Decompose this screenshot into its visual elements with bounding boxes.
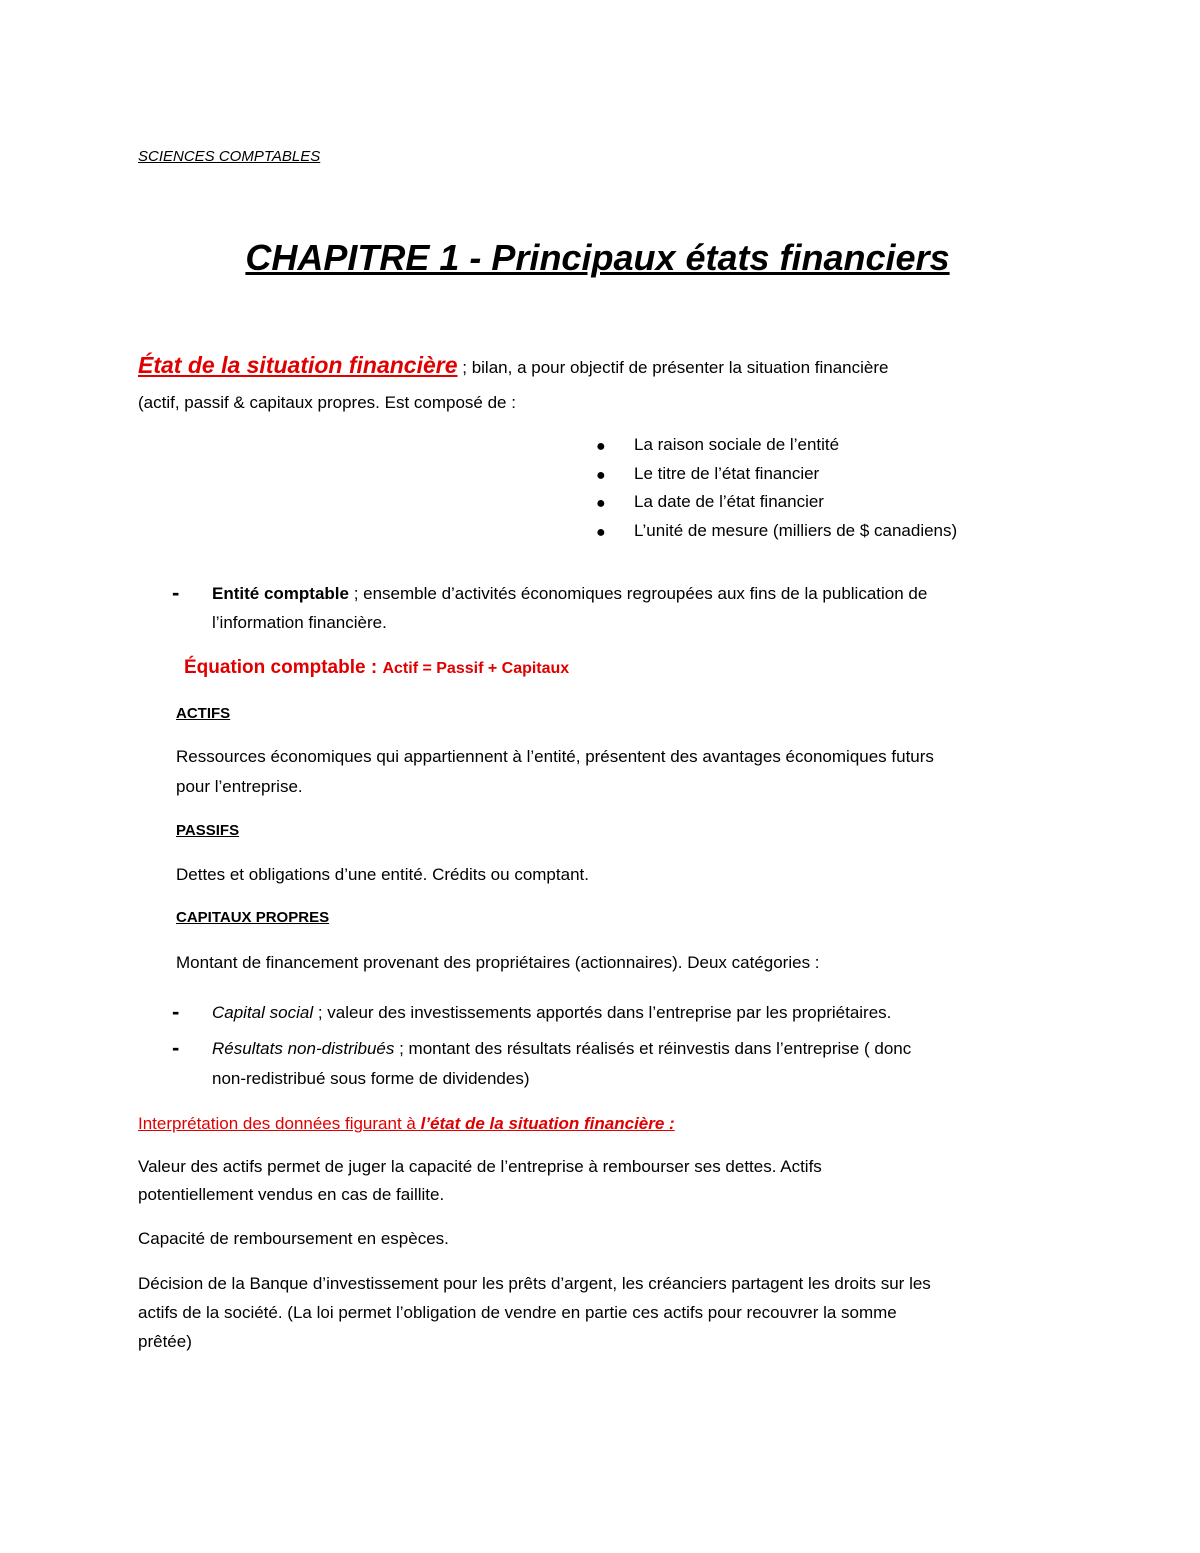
equation-label: Équation comptable [184, 657, 366, 678]
resultats-term: Résultats non-distribués [212, 1039, 395, 1058]
interpretation-p3-line1: Décision de la Banque d’investissement pour les prêts d’argent, les créanciers partagent les droits sur les [138, 1274, 931, 1293]
equation-value: Actif = Passif + Capitaux [382, 660, 570, 677]
list-item: ● Le titre de l’état financier [596, 463, 957, 492]
etat-intro-line1 [138, 354, 888, 379]
bullet-icon: ● [596, 523, 606, 541]
etat-components-list [596, 434, 957, 548]
dash-marker: - [172, 999, 180, 1024]
section-heading-etat: État de la situation financière [138, 352, 458, 378]
capitaux-line1: Montant de financement provenant des propriétaires (actionnaires). Deux catégories : [176, 953, 820, 972]
resultats-line2: non-redistribué sous forme de dividendes) [212, 1069, 530, 1088]
entite-term: Entité comptable [212, 584, 349, 603]
interpretation-heading: Interprétation des données figurant à l’état de la situation financière : [138, 1114, 675, 1133]
capital-social-term: Capital social [212, 1003, 314, 1022]
etat-intro-text: ; bilan, a pour objectif de présenter la situation financière [457, 358, 889, 377]
interpretation-p2-line1: Capacité de remboursement en espèces. [138, 1229, 449, 1248]
interpretation-p1-line2: potentiellement vendus en cas de faillite. [138, 1185, 445, 1204]
heading-actifs: ACTIFS [176, 705, 231, 722]
list-item: ● La date de l’état financier [596, 491, 957, 520]
resultats-line1: Résultats non-distribués ; montant des résultats réalisés et réinvestis dans l’entreprise ( donc [212, 1039, 912, 1058]
etat-intro-line2: (actif, passif & capitaux propres. Est composé de : [138, 393, 516, 412]
list-item: ● L’unité de mesure (milliers de $ canadiens) [596, 520, 957, 549]
heading-passifs: PASSIFS [176, 822, 240, 839]
bullet-icon: ● [596, 466, 606, 484]
entite-def-line2: l’information financière. [212, 613, 387, 632]
bullet-icon: ● [596, 438, 606, 455]
subject-label: SCIENCES COMPTABLES [138, 148, 321, 165]
entite-def-line1: Entité comptable ; ensemble d’activités économiques regroupées aux fins de la publication de [212, 584, 928, 603]
actifs-line1: Ressources économiques qui appartiennent à l’entité, présentent des avantages économiques futurs [176, 747, 934, 766]
interpretation-p1-line1: Valeur des actifs permet de juger la capacité de l’entreprise à rembourser ses dettes. Actifs [138, 1157, 822, 1176]
dash-marker: - [172, 580, 180, 605]
actifs-line2: pour l’entreprise. [176, 777, 303, 796]
dash-marker: - [172, 1035, 180, 1060]
interpretation-p3-line3: prêtée) [138, 1332, 192, 1351]
page-title: CHAPITRE 1 - Principaux états financiers [245, 237, 950, 278]
equation-line: Équation comptable : Actif = Passif + Capitaux [184, 657, 570, 678]
heading-capitaux: CAPITAUX PROPRES [176, 909, 330, 926]
bullet-icon: ● [596, 495, 606, 512]
capital-social-line: Capital social ; valeur des investissements apportés dans l’entreprise par les propriétaires. [212, 1003, 892, 1022]
interpretation-p3-line2: actifs de la société. (La loi permet l’obligation de vendre en partie ces actifs pour recouvrer la somme [138, 1303, 897, 1322]
passifs-line1: Dettes et obligations d’une entité. Crédits ou comptant. [176, 865, 589, 884]
list-item: ● La raison sociale de l’entité [596, 434, 957, 463]
